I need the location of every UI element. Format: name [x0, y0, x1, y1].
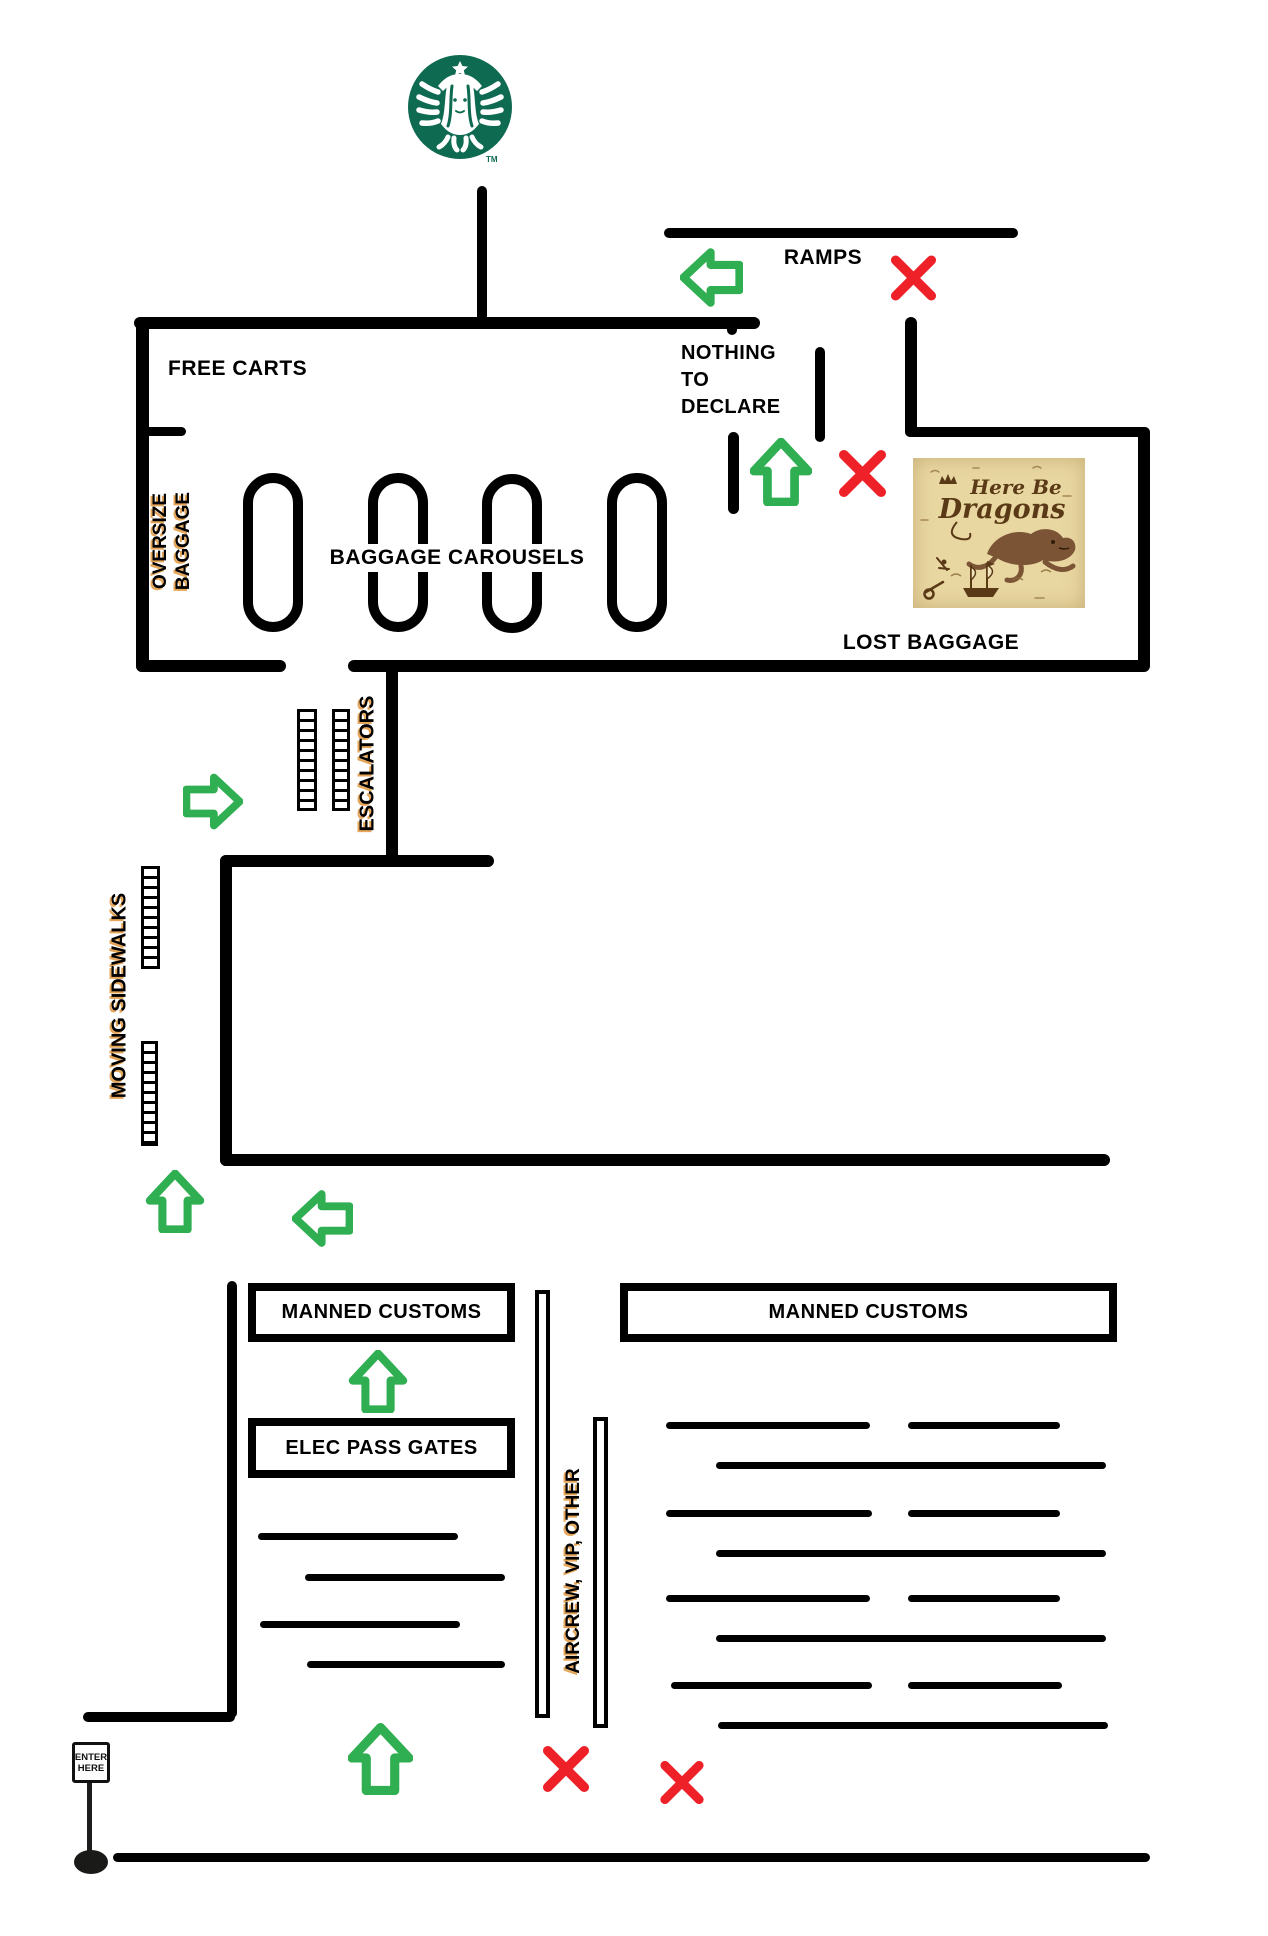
enter-here-sign-pole [87, 1783, 92, 1855]
queue-line [666, 1510, 872, 1517]
baggage-carousel-4 [607, 473, 667, 632]
red-x-icon [838, 447, 887, 500]
nothing-to-declare-line1: NOTHING [681, 342, 777, 364]
wall-hall-bottom-left [136, 660, 286, 672]
queue-line [258, 1533, 458, 1540]
wall-corridor-bottom [220, 1154, 1110, 1166]
oversize-baggage-line1: OVERSIZE [150, 492, 171, 590]
wall-corridor-top [220, 855, 494, 867]
moving-sidewalk-icon [141, 1041, 158, 1146]
nothing-to-declare-line3: DECLARE [681, 396, 781, 418]
escalator-icon [297, 709, 317, 811]
wall-corridor-left [220, 855, 232, 1166]
enter-here-line2: HERE [77, 1762, 105, 1774]
wall-ramps-top [664, 228, 1018, 238]
wall-hall-bottom-right [348, 660, 1150, 672]
starbucks-trademark-label: TM [486, 155, 498, 164]
aircrew-lane-divider-left [535, 1290, 550, 1718]
aircrew-vip-other-label: AIRCREW, VIP, OTHER [563, 1468, 584, 1674]
starbucks-logo-icon [407, 54, 513, 160]
dragons-illustration [913, 458, 1085, 608]
queue-line [908, 1510, 1060, 1517]
dragons-title-line1: Here Be [970, 475, 1062, 499]
manned-customs-left-box [248, 1283, 515, 1342]
aircrew-lane-divider-right [593, 1417, 608, 1728]
here-be-dragons-image [913, 458, 1085, 608]
manned-customs-right-box [620, 1283, 1117, 1342]
wall-customs-foot [83, 1712, 235, 1722]
dragons-title-line2: Dragons [938, 494, 1066, 525]
wall-hall-top [134, 317, 760, 329]
wall-oversize-divider [136, 427, 186, 436]
oversize-baggage-line2: BAGGAGE [173, 491, 194, 591]
ramps-label: RAMPS [783, 246, 863, 269]
free-carts-label: FREE CARTS [168, 357, 308, 380]
nothing-to-declare-line2: TO [681, 369, 710, 391]
queue-line [307, 1661, 505, 1668]
queue-line [908, 1422, 1060, 1429]
wall-hall-left [136, 317, 149, 672]
lost-baggage-label: LOST BAGGAGE [842, 631, 1020, 654]
wall-customs-left [227, 1281, 237, 1718]
cannon [925, 582, 944, 599]
enter-here-line1: ENTER [74, 1751, 108, 1763]
queue-line [718, 1722, 1108, 1729]
green-arrow-right-icon [183, 770, 243, 833]
nothing-to-declare-label [681, 340, 780, 421]
elec-pass-gates-label: ELEC PASS GATES [285, 1436, 478, 1459]
queue-line [305, 1574, 505, 1581]
wall-declare-left-pillar [728, 432, 739, 514]
baggage-carousel-1 [243, 473, 303, 632]
manned-customs-right-label: MANNED CUSTOMS [768, 1301, 969, 1323]
enter-here-sign-base [74, 1850, 108, 1874]
green-arrow-left-icon [680, 245, 743, 310]
moving-sidewalk-icon [141, 866, 160, 969]
wall-escalator [386, 660, 398, 866]
green-arrow-left-icon [292, 1187, 353, 1250]
queue-line [716, 1635, 1106, 1642]
queue-line [716, 1550, 1106, 1557]
green-arrow-up-icon [348, 1350, 408, 1413]
red-x-icon [890, 253, 937, 303]
queue-line [908, 1595, 1060, 1602]
baggage-carousels-label: BAGGAGE CAROUSELS [316, 544, 598, 572]
enter-here-sign [72, 1742, 110, 1783]
green-arrow-up-icon [750, 438, 812, 506]
red-x-icon [657, 1760, 707, 1805]
manned-customs-left-label: MANNED CUSTOMS [281, 1301, 482, 1323]
moving-sidewalks-label: MOVING SIDEWALKS [108, 892, 131, 1099]
wall-bottom-boundary [113, 1853, 1150, 1862]
green-arrow-up-icon [143, 1170, 207, 1233]
wall-starbucks-stem [477, 186, 487, 322]
queue-line [666, 1422, 870, 1429]
queue-line [260, 1621, 460, 1628]
crown-doodle [939, 474, 957, 484]
red-x-icon [542, 1745, 590, 1793]
queue-line [666, 1595, 870, 1602]
wall-hall-right [1138, 427, 1150, 670]
wall-upper-right-vertical [905, 317, 917, 437]
escalator-icon [332, 709, 350, 811]
green-arrow-up-icon [348, 1720, 413, 1798]
wall-declare-stub [727, 317, 737, 335]
escalators-label: ESCALATORS [356, 695, 379, 832]
elec-pass-gates-box [248, 1418, 515, 1478]
wall-declare-right-pillar [815, 347, 825, 442]
swimmer [937, 558, 949, 570]
wall-upper-right-horizontal [905, 427, 1150, 437]
oversize-baggage-label [149, 475, 195, 607]
sea-monster [987, 529, 1075, 565]
queue-line [671, 1682, 872, 1689]
queue-line [908, 1682, 1062, 1689]
queue-line [716, 1462, 1106, 1469]
